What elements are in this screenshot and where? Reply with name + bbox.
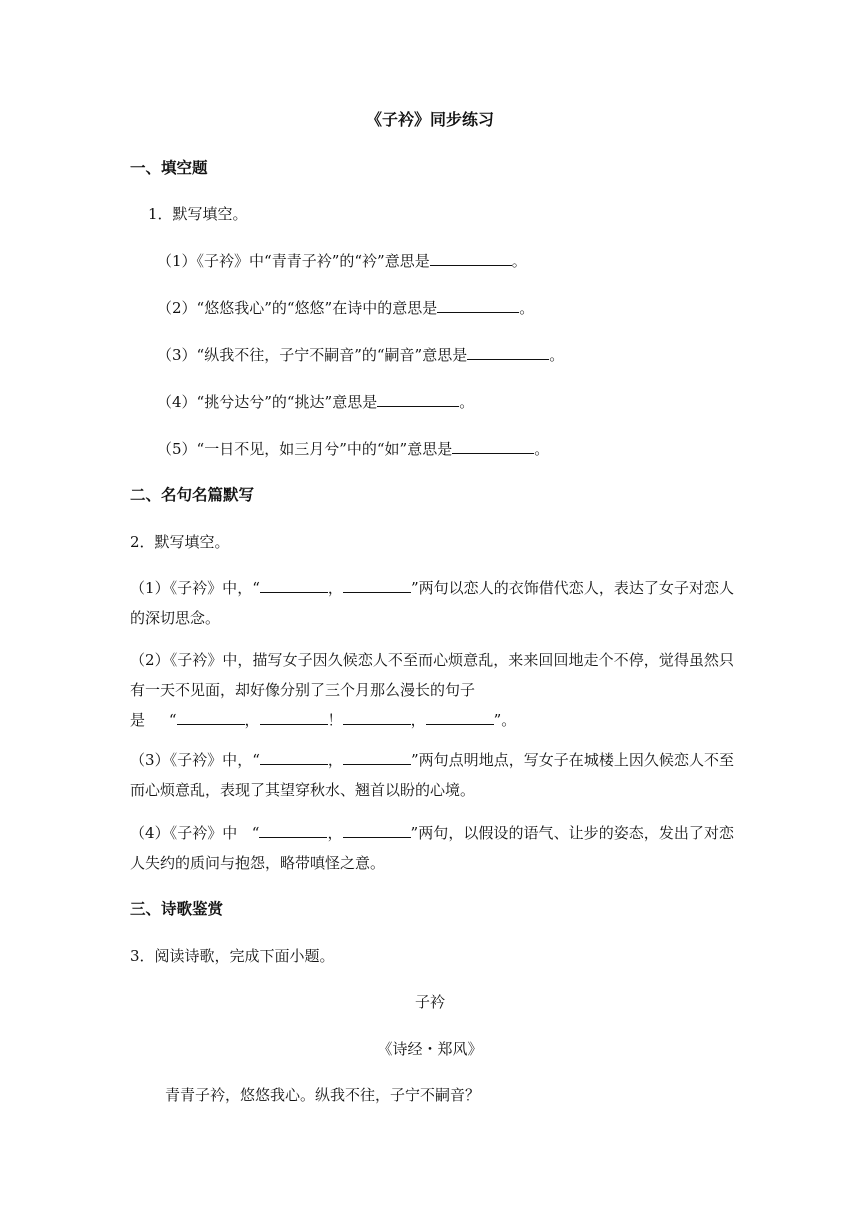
section-heading-fill-blank: 一、填空题 <box>130 158 208 177</box>
answer-blank[interactable] <box>260 748 328 765</box>
answer-blank[interactable] <box>437 296 519 313</box>
question-2-intro: 2．默写填空。 <box>130 533 230 551</box>
item-text: （2）“悠悠我心”的“悠悠”在诗中的意思是 <box>157 299 438 317</box>
poem-title: 子衿 <box>414 993 445 1011</box>
answer-blank[interactable] <box>260 576 328 593</box>
answer-blank[interactable] <box>343 821 411 838</box>
answer-blank[interactable] <box>343 708 411 725</box>
question-1-item <box>157 249 767 273</box>
part-separator: ！ <box>327 711 343 729</box>
question-3-intro: 3．阅读诗歌，完成下面小题。 <box>130 947 335 965</box>
page-title: 《子衿》同步练习 <box>365 110 494 129</box>
part-separator: ， <box>327 824 343 842</box>
answer-blank[interactable] <box>430 249 512 266</box>
poem-line: 青青子衿，悠悠我心。纵我不往，子宁不嗣音？ <box>165 1086 481 1104</box>
question-2-part-2 <box>130 645 734 735</box>
question-1-item <box>157 390 767 414</box>
part-text: ”两句点明地点，写女子在城楼上因久候恋人不至而心烦意乱，表现了其望穿秋水、翘首以盼的心境。 <box>130 751 734 799</box>
question-1-item <box>157 296 767 320</box>
part-text: （2）《子衿》中，描写女子因久候恋人不至而心烦意乱，来来回回地走个不停，觉得虽然只有一天不见面，却好像分别了三个月那么漫长的句子 <box>130 651 734 699</box>
answer-blank[interactable] <box>259 821 327 838</box>
part-text: （3）《子衿》中，“ <box>130 751 260 769</box>
item-end: 。 <box>534 440 550 458</box>
answer-blank[interactable] <box>377 390 459 407</box>
question-1-item <box>157 437 767 461</box>
part-separator: ， <box>244 711 260 729</box>
part-text: ”两句以恋人的衣饰借代恋人，表达了女子对恋人的深切思念。 <box>130 579 734 627</box>
item-text: （3）“纵我不往，子宁不嗣音”的“嗣音”意思是 <box>157 346 468 364</box>
question-2-part-4 <box>130 818 734 878</box>
item-text: （1）《子衿》中“青青子衿”的“衿”意思是 <box>157 252 430 270</box>
answer-blank[interactable] <box>260 708 328 725</box>
item-text: （4）“挑兮达兮”的“挑达”意思是 <box>157 393 378 411</box>
part-text: “ <box>168 711 177 729</box>
part-text: 是 <box>130 711 146 729</box>
section-heading-recitation: 二、名句名篇默写 <box>130 485 255 504</box>
answer-blank[interactable] <box>426 708 494 725</box>
question-1-item <box>157 343 767 367</box>
answer-blank[interactable] <box>467 343 549 360</box>
part-separator: ， <box>327 751 343 769</box>
item-text: （5）“一日不见，如三月兮”中的“如”意思是 <box>157 440 453 458</box>
part-text: ”。 <box>493 711 517 729</box>
answer-blank[interactable] <box>343 576 411 593</box>
item-end: 。 <box>519 299 535 317</box>
answer-blank[interactable] <box>343 748 411 765</box>
question-2-part-3 <box>130 745 734 805</box>
question-2-part-1 <box>130 573 734 633</box>
poem-source: 《诗经・郑风》 <box>377 1040 483 1058</box>
part-separator: ， <box>410 711 426 729</box>
answer-blank[interactable] <box>452 437 534 454</box>
item-end: 。 <box>459 393 475 411</box>
part-text: （1）《子衿》中，“ <box>130 579 260 597</box>
part-text: “ <box>251 824 260 842</box>
part-text: ”两句，以假设的语气、让步的姿态，发出了对恋人失约的质问与抱怨，略带嗔怪之意。 <box>130 824 734 872</box>
answer-blank[interactable] <box>177 708 245 725</box>
part-separator: ， <box>327 579 343 597</box>
question-1-intro: 1．默写填空。 <box>148 205 248 223</box>
item-end: 。 <box>511 252 527 270</box>
part-text: （4）《子衿》中 <box>130 824 238 842</box>
section-heading-poetry-appreciation: 三、诗歌鉴赏 <box>130 899 224 918</box>
item-end: 。 <box>549 346 565 364</box>
